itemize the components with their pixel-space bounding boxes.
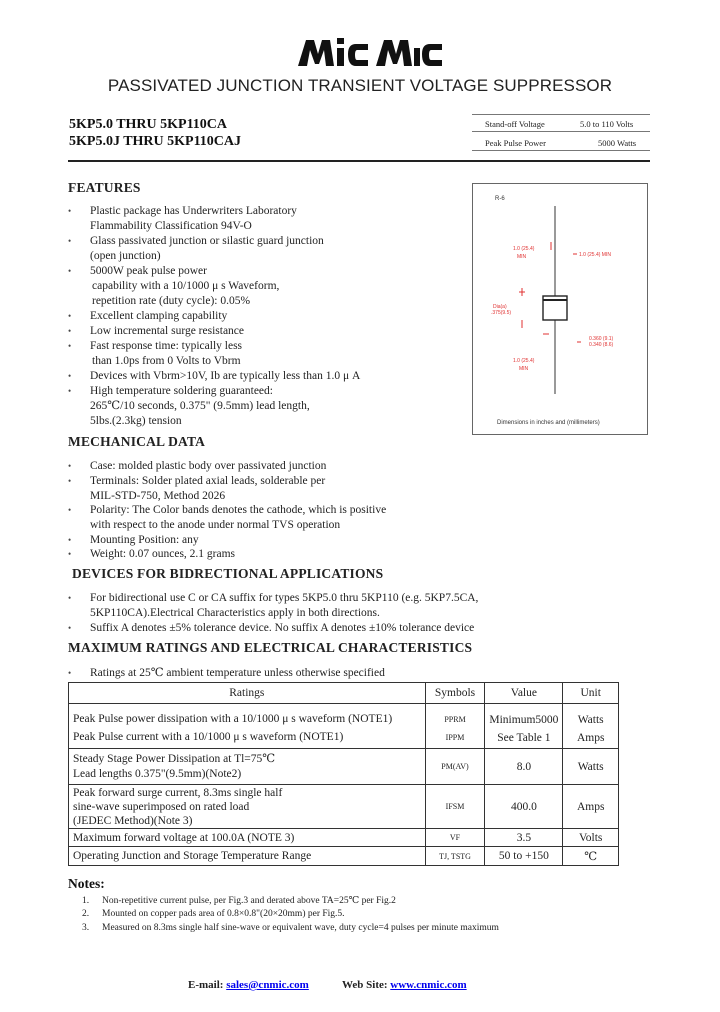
spec-divider-mid	[472, 131, 650, 132]
list-item: than 1.0ps from 0 Volts to Vbrm	[92, 355, 241, 367]
standoff-voltage-value: 5.0 to 110 Volts	[580, 119, 634, 129]
list-item: Plastic package has Underwriters Laboratory	[90, 205, 297, 217]
dim-body-2: .375(9.5)	[491, 310, 512, 316]
list-item: For bidirectional use C or CA suffix for types 5KP5.0 thru 5KP110 (e.g. 5KP7.5CA,	[90, 592, 479, 604]
table-row	[69, 785, 619, 829]
note-text: Mounted on copper pads area of 0.8×0.8"(20×20mm) per Fig.5.	[102, 909, 345, 919]
rating-text: Operating Junction and Storage Temperature Range	[69, 847, 426, 866]
unit: Amps	[563, 785, 619, 829]
note-item	[82, 895, 396, 906]
mic-logo-graphic	[296, 32, 446, 68]
peak-pulse-power-value: 5000 Watts	[598, 138, 637, 148]
dim-bottom-left-1: 1.0 (25.4)	[513, 358, 535, 364]
rating-text: Peak forward surge current, 8.3ms single half	[73, 786, 283, 799]
dim-bottom-left-2: MIN	[519, 366, 529, 372]
standoff-voltage-label: Stand-off Voltage	[485, 119, 545, 129]
ratings-table	[68, 682, 619, 866]
dim-top-left-1: 1.0 (25.4)	[513, 246, 535, 252]
value: See Table 1	[497, 732, 551, 744]
list-item: Terminals: Solder plated axial leads, solderable per	[90, 475, 326, 487]
dim-right-2: 0.340 (8.6)	[589, 342, 614, 348]
note-item	[82, 923, 499, 933]
value: 50 to +150	[485, 847, 563, 866]
website-label: Web Site:	[342, 979, 388, 991]
company-logo	[296, 32, 446, 68]
footer-website	[342, 979, 467, 991]
list-item: Suffix A denotes ±5% tolerance device. No suffix A denotes ±10% tolerance device	[90, 622, 475, 634]
unit: Watts	[577, 714, 604, 726]
ratings-heading: MAXIMUM RATINGS AND ELECTRICAL CHARACTERISTICS	[68, 640, 473, 655]
email-link[interactable]: sales@cnmic.com	[226, 979, 309, 991]
list-item: repetition rate (duty cycle): 0.05%	[92, 295, 251, 307]
spec-divider-bottom	[472, 150, 650, 151]
list-item: Case: molded plastic body over passivated junction	[90, 460, 327, 472]
symbol: PPRM	[444, 715, 466, 724]
list-item: capability with a 10/1000 μ s Waveform,	[92, 280, 280, 292]
figure-caption: Dimensions in inches and (millimeters)	[497, 420, 600, 426]
list-item: Polarity: The Color bands denotes the cathode, which is positive	[90, 504, 387, 516]
table-row	[69, 847, 619, 866]
list-item: with respect to the anode under normal TVS operation	[90, 519, 341, 531]
value: 8.0	[485, 749, 563, 785]
list-item: High temperature soldering guaranteed:	[90, 385, 273, 397]
unit: ℃	[563, 847, 619, 866]
note-text: Non-repetitive current pulse, per Fig.3 and derated above TA=25℃ per Fig.2	[102, 896, 396, 906]
table-header-row	[69, 683, 619, 704]
table-row	[69, 829, 619, 847]
part-range-2: 5KP5.0J THRU 5KP110CAJ	[69, 134, 242, 149]
document-title: PASSIVATED JUNCTION TRANSIENT VOLTAGE SUPPRESSOR	[107, 76, 613, 95]
part-range-1: 5KP5.0 THRU 5KP110CA	[69, 117, 228, 132]
note-item	[82, 909, 345, 919]
unit: Amps	[576, 732, 605, 744]
list-item: Devices with Vbrm>10V, Ib are typically less than 1.0 μ A	[90, 370, 361, 382]
website-link[interactable]: www.cnmic.com	[390, 979, 467, 991]
list-item: Mounting Position: any	[90, 534, 199, 546]
rating-text: Maximum forward voltage at 100.0A (NOTE 3)	[69, 829, 426, 847]
list-item: 5KP110CA).Electrical Characteristics apply in both directions.	[90, 607, 380, 619]
header-value: Value	[485, 683, 563, 704]
symbol: IFSM	[425, 785, 485, 829]
dim-right-1: 0.360 (9.1)	[589, 336, 614, 342]
peak-pulse-power-label: Peak Pulse Power	[485, 138, 546, 148]
bidirectional-heading: DEVICES FOR BIDRECTIONAL APPLICATIONS	[72, 566, 384, 581]
email-label: E-mail:	[188, 979, 224, 991]
unit: Watts	[563, 749, 619, 785]
note-text: Measured on 8.3ms single half sine-wave or equivalent wave, duty cycle=4 pulses per minute maximum	[102, 923, 499, 933]
package-code: R-6	[495, 196, 505, 202]
note-number: 1.	[82, 896, 90, 906]
rating-text: Peak Pulse current with a 10/1000 μ s waveform (NOTE1)	[73, 731, 344, 743]
features-heading: FEATURES	[68, 180, 141, 195]
mechanical-heading: MECHANICAL DATA	[68, 434, 206, 449]
unit: Volts	[563, 829, 619, 847]
list-item: Fast response time: typically less	[90, 340, 243, 352]
list-item: Excellent clamping capability	[90, 310, 228, 322]
rating-text: Peak Pulse power dissipation with a 10/1000 μ s waveform (NOTE1)	[73, 713, 393, 725]
package-outline-figure	[472, 183, 648, 435]
symbol: TJ, TSTG	[425, 847, 485, 866]
header-ratings: Ratings	[69, 683, 426, 704]
value: 400.0	[485, 785, 563, 829]
symbol: VF	[425, 829, 485, 847]
header-rule	[68, 160, 650, 162]
rating-text: Lead lengths 0.375"(9.5mm)(Note2)	[73, 767, 242, 780]
rating-text: sine-wave superimposed on rated load	[73, 800, 250, 813]
list-item: 265℃/10 seconds, 0.375" (9.5mm) lead length,	[90, 400, 310, 412]
header-unit: Unit	[563, 683, 619, 704]
symbol: IPPM	[445, 733, 465, 742]
table-row	[69, 704, 619, 749]
list-item: 5000W peak pulse power	[90, 265, 207, 277]
list-item: 5lbs.(2.3kg) tension	[90, 415, 182, 427]
dim-top-right: 1.0 (25.4) MIN	[579, 252, 611, 258]
list-item: Glass passivated junction or silastic guard junction	[90, 235, 324, 247]
symbol: PM(AV)	[425, 749, 485, 785]
notes-heading: Notes:	[68, 876, 105, 891]
list-item: MIL-STD-750, Method 2026	[90, 490, 226, 502]
note-number: 2.	[82, 909, 90, 919]
spec-divider-top	[472, 114, 650, 115]
list-item: (open junction)	[90, 250, 161, 262]
list-item: Weight: 0.07 ounces, 2.1 grams	[90, 548, 236, 560]
ratings-intro: Ratings at 25℃ ambient temperature unless otherwise specified	[90, 667, 385, 679]
footer-email	[188, 979, 309, 991]
table-row	[69, 749, 619, 785]
rating-text: Steady Stage Power Dissipation at Tl=75℃	[73, 752, 276, 765]
rating-text: (JEDEC Method)(Note 3)	[73, 814, 193, 827]
header-symbols: Symbols	[425, 683, 485, 704]
list-item: Flammability Classification 94V-O	[90, 220, 252, 232]
value: Minimum5000	[489, 714, 559, 726]
value: 3.5	[485, 829, 563, 847]
note-number: 3.	[82, 923, 90, 933]
dim-body-1: Dia(a)	[493, 304, 507, 310]
list-item: Low incremental surge resistance	[90, 325, 245, 337]
diode-drawing	[473, 184, 647, 434]
dim-top-left-2: MIN	[517, 254, 527, 260]
